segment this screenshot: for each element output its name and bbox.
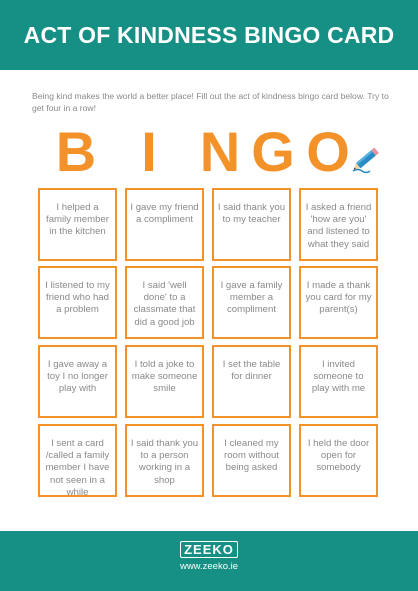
bingo-cell[interactable]: I invited someone to play with me <box>299 345 378 418</box>
page-title: ACT OF KINDNESS BINGO CARD <box>23 22 395 48</box>
bingo-cell[interactable]: I gave away a toy I no longer play with <box>38 345 117 418</box>
bingo-cell[interactable]: I asked a friend 'how are you' and listened to what they said <box>299 188 378 261</box>
logo-text: ZEEKO <box>180 541 238 558</box>
bingo-cell[interactable]: I gave my friend a compliment <box>125 188 204 261</box>
bingo-cell[interactable]: I held the door open for somebody <box>299 424 378 497</box>
bingo-cell[interactable]: I told a joke to make someone smile <box>125 345 204 418</box>
bingo-cell[interactable]: I said 'well done' to a classmate that did a good job <box>125 266 204 339</box>
bingo-letter-n: N <box>199 120 241 183</box>
bingo-letter-g: G <box>251 120 295 183</box>
bingo-cell[interactable]: I sent a card /called a family member I have not seen in a while <box>38 424 117 497</box>
bingo-grid <box>38 188 384 500</box>
pencil-icon <box>350 144 384 174</box>
bingo-cell[interactable]: I gave a family member a compliment <box>212 266 291 339</box>
zeeko-logo[interactable] <box>0 542 418 557</box>
bingo-cell[interactable]: I cleaned my room without being asked <box>212 424 291 497</box>
bingo-cell[interactable]: I listened to my friend who had a problem <box>38 266 117 339</box>
bingo-letter-i: I <box>141 120 157 183</box>
bingo-cell[interactable]: I said thank you to a person working in a shop <box>125 424 204 497</box>
bingo-cell[interactable]: I helped a family member in the kitchen <box>38 188 117 261</box>
bingo-letter-b: B <box>55 120 97 183</box>
bingo-letter-o: O <box>306 120 350 183</box>
intro-text: Being kind makes the world a better place! Fill out the act of kindness bingo card below. Try to get four in a row! <box>32 91 389 113</box>
website-link[interactable]: www.zeeko.ie <box>179 561 239 572</box>
bingo-cell[interactable]: I made a thank you card for my parent(s) <box>299 266 378 339</box>
bingo-cell[interactable]: I set the table for dinner <box>212 345 291 418</box>
bingo-cell[interactable]: I said thank you to my teacher <box>212 188 291 261</box>
